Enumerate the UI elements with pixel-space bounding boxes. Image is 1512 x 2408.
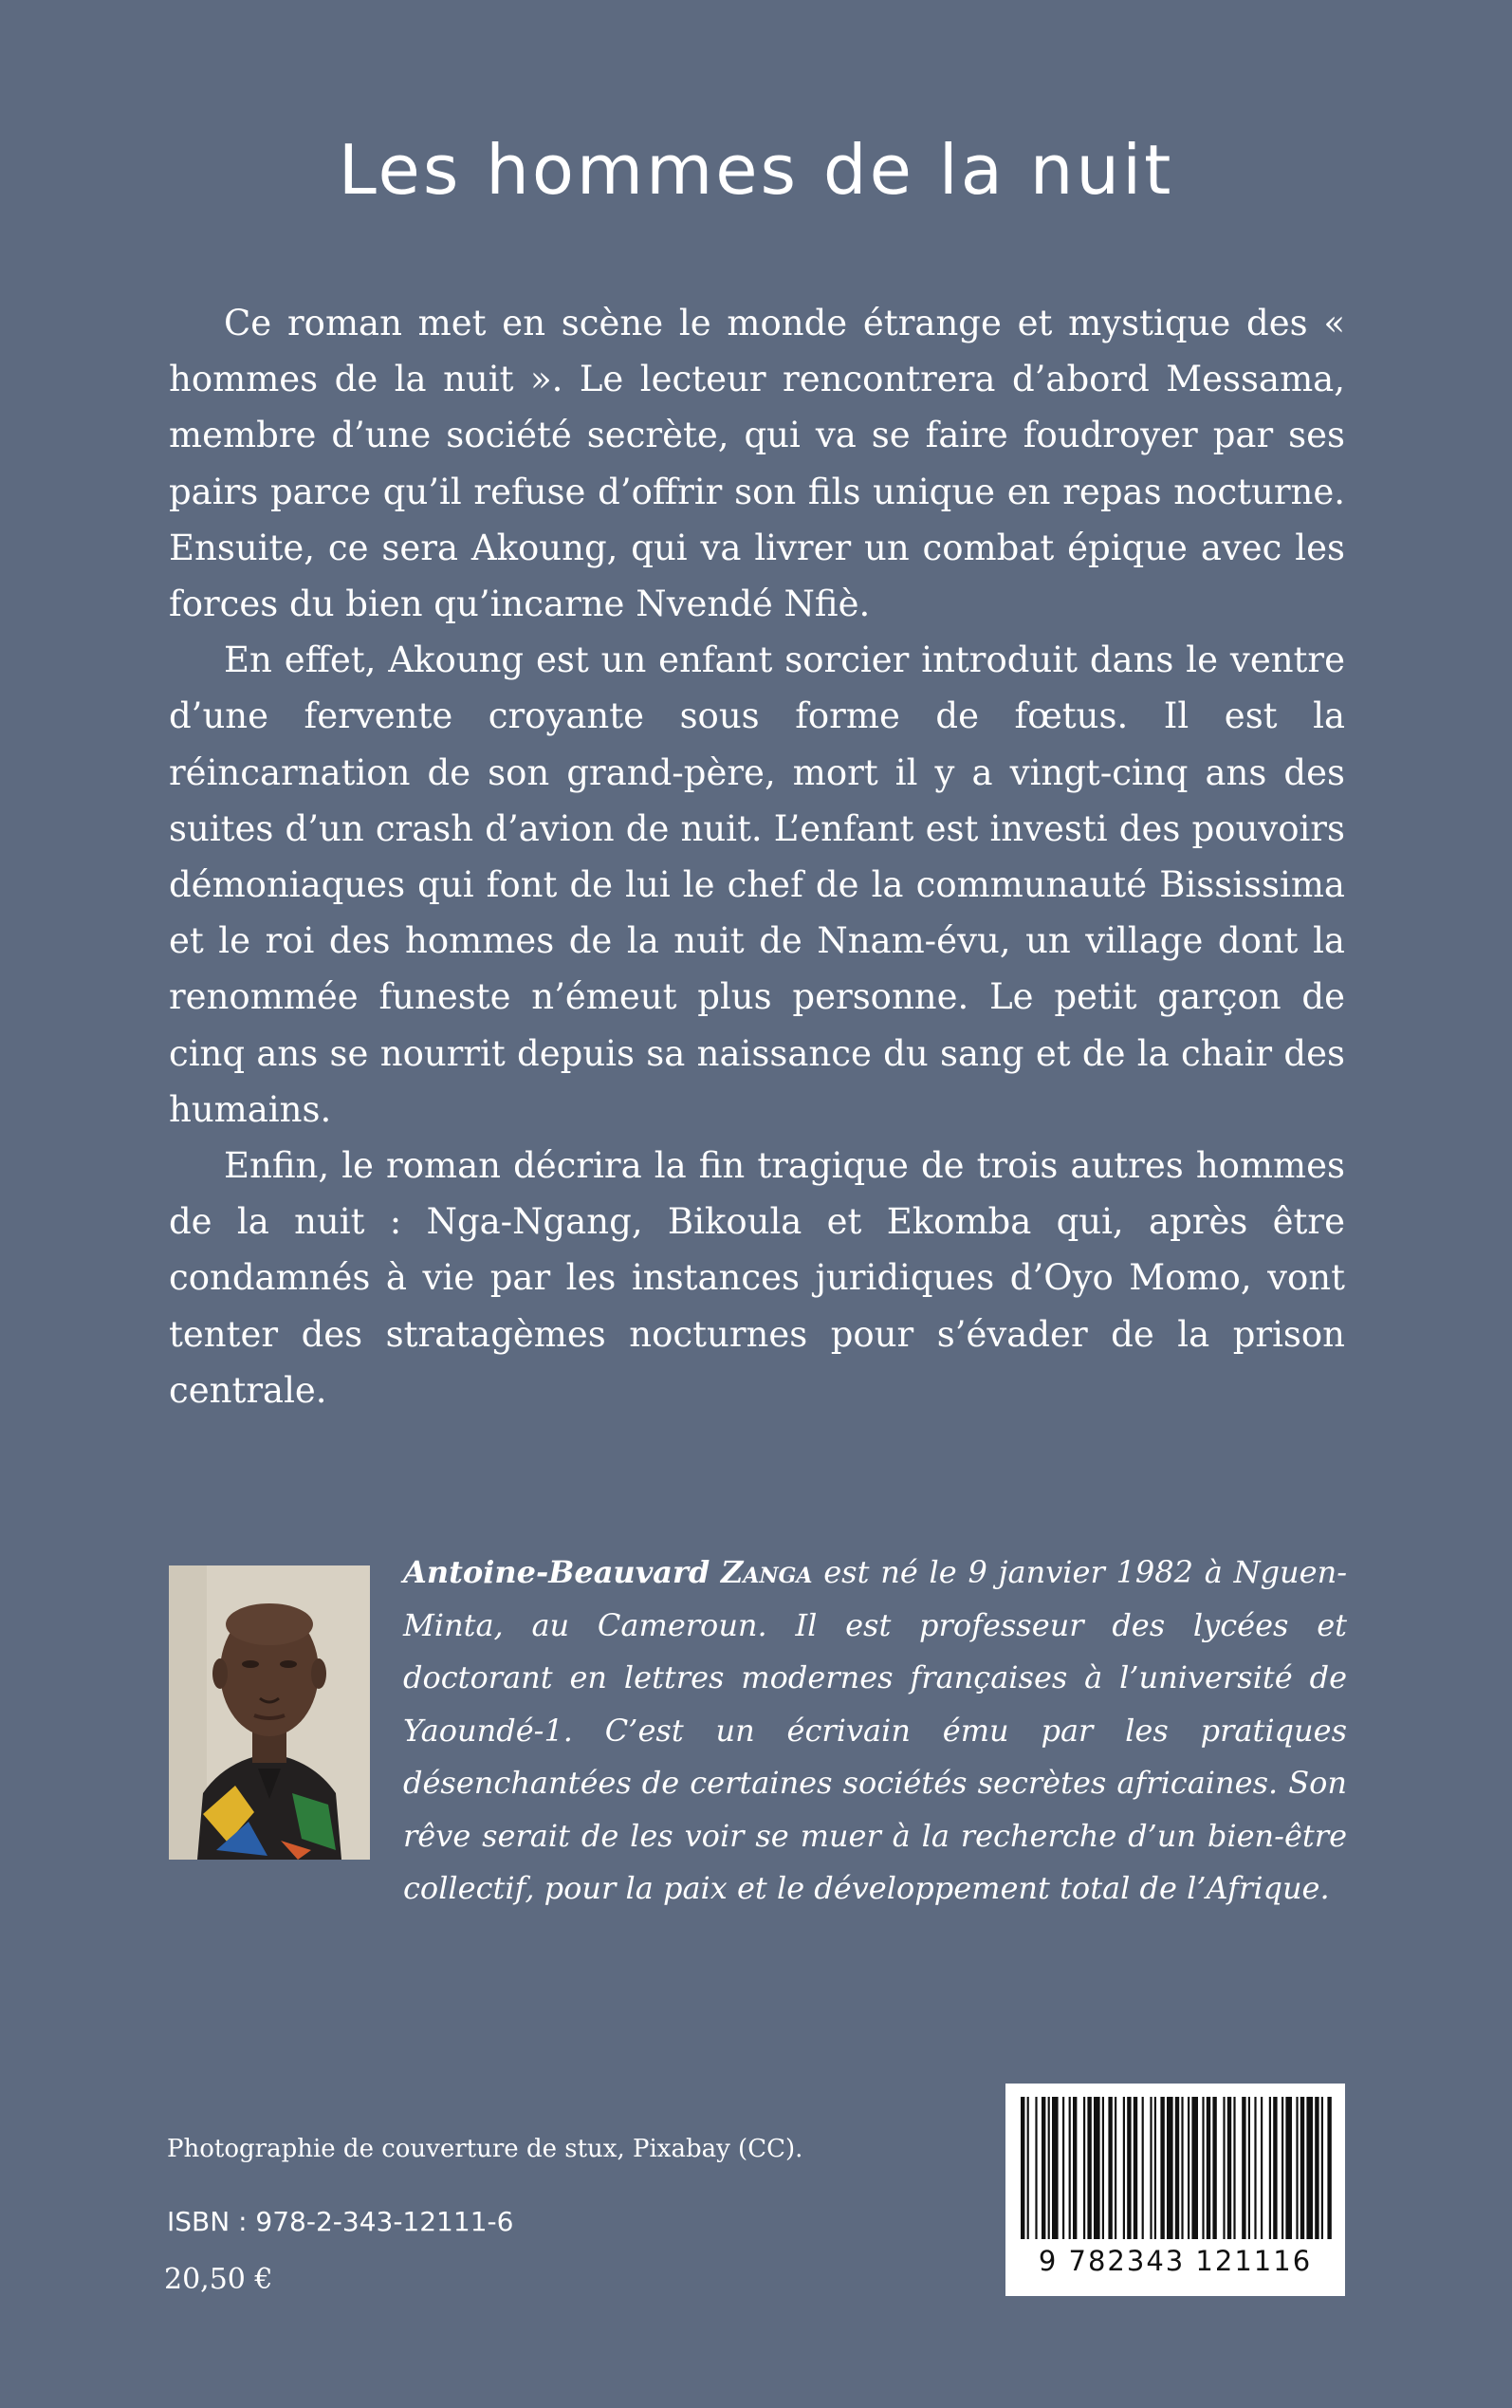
barcode-bar: [1233, 2097, 1235, 2239]
barcode-bar: [1212, 2097, 1216, 2239]
barcode-bar: [1175, 2097, 1179, 2239]
barcode-bar: [1227, 2097, 1231, 2239]
barcode-bar: [1150, 2097, 1152, 2239]
barcode-bar: [1094, 2097, 1100, 2239]
barcode-bar: [1181, 2097, 1183, 2239]
barcode-bar: [1188, 2097, 1189, 2239]
barcode-bar: [1073, 2097, 1077, 2239]
barcode-bar: [1296, 2097, 1298, 2239]
barcode-bar: [1261, 2097, 1263, 2239]
barcode-bar: [1021, 2097, 1024, 2239]
summary-paragraph: Ce roman met en scène le monde étrange et mystique des « hommes de la nuit ». Le lecteur rencontrera d’abord Messama, membre d’une société secrète, qui va se faire foudroyer par ses pairs parce qu’il refuse d’offrir son fils unique en repas nocturne. Ensuite, ce sera Akoung, qui va livrer un combat épique avec les forces du bien qu’incarne Nvendé Nfiè.: [169, 303, 1345, 625]
photo-credit: Photographie de couverture de stux, Pixabay (CC).: [167, 2135, 803, 2163]
barcode-bar: [1087, 2097, 1091, 2239]
barcode-bars: [1017, 2097, 1334, 2247]
barcode-bar: [1160, 2097, 1164, 2239]
author-photo: [169, 1565, 370, 1860]
author-portrait-illustration: [169, 1565, 370, 1860]
barcode-bar: [1154, 2097, 1156, 2239]
barcode-bar: [1223, 2097, 1225, 2239]
barcode-bar: [1327, 2097, 1331, 2239]
barcode-bar: [1273, 2097, 1277, 2239]
barcode-bar: [1207, 2097, 1210, 2239]
barcode-bar: [1127, 2097, 1131, 2239]
summary-paragraph: En effet, Akoung est un enfant sorcier introduit dans le ventre d’une fervente croyante sous forme de fœtus. Il est la réincarnation de son grand-père, mort il y a vingt-cinq ans des suites d’un crash d’avion de nuit. L’enfant est investi des pouvoirs démoniaques qui font de lui le chef de la communauté Bississima et le roi des hommes de la nuit de Nnam-évu, un village dont la renommée funeste n’émeut plus personne. Le petit garçon de cinq ans se nourrit depuis sa naissance du sang et de la chair des humains.: [169, 639, 1345, 1130]
author-bio: [403, 1547, 1347, 1916]
barcode-bar: [1300, 2097, 1304, 2239]
barcode-bar: [1202, 2097, 1204, 2239]
barcode-bar: [1248, 2097, 1250, 2239]
barcode-bar: [1108, 2097, 1112, 2239]
barcode-bar: [1134, 2097, 1137, 2239]
author-bio-text: est né le 9 janvier 1982 à Nguen-Minta, au Cameroun. Il est professeur des lycées et doctorant en lettres modernes françaises à l’université de Yaoundé-1. C’est un écrivain ému par les pratiques désenchantées de certaines sociétés secrètes africaines. Son rêve serait de les voir se muer à la recherche d’un bien-être collectif, pour la paix et le développement total de l’Afrique.: [403, 1554, 1348, 1906]
barcode-bar: [1285, 2097, 1292, 2239]
barcode-bar: [1062, 2097, 1064, 2239]
book-title: Les hommes de la nuit: [338, 130, 1174, 210]
summary-paragraph: Enfin, le roman décrira la fin tragique de trois autres hommes de la nuit : Nga-Ngang, Bikoula et Ekomba qui, après être condamnés à vie par les instances juridiques d’Oyo Momo, vont tenter des stratagèmes nocturnes pour s’évader de la prison centrale.: [169, 1145, 1345, 1411]
barcode-bar: [1315, 2097, 1318, 2239]
isbn: ISBN : 978-2-343-12111-6: [167, 2206, 514, 2237]
barcode-bar: [1115, 2097, 1116, 2239]
barcode: [1005, 2084, 1345, 2296]
barcode-bar: [1102, 2097, 1104, 2239]
barcode-bar: [1069, 2097, 1071, 2239]
barcode-bar: [1052, 2097, 1059, 2239]
barcode-bar: [1269, 2097, 1271, 2239]
barcode-bar: [1123, 2097, 1125, 2239]
barcode-bar: [1042, 2097, 1045, 2239]
barcode-bar: [1167, 2097, 1173, 2239]
price: 20,50 €: [164, 2263, 273, 2296]
barcode-digits: 9 782343 121116: [1038, 2245, 1313, 2277]
barcode-bar: [1321, 2097, 1323, 2239]
author-first-name: Antoine-Beauvard: [403, 1554, 710, 1590]
barcode-bar: [1242, 2097, 1245, 2239]
barcode-bar: [1035, 2097, 1037, 2239]
barcode-bar: [1254, 2097, 1256, 2239]
author-surname: Zanga: [721, 1554, 813, 1590]
barcode-bar: [1282, 2097, 1283, 2239]
barcode-bar: [1191, 2097, 1198, 2239]
barcode-bar: [1142, 2097, 1144, 2239]
barcode-bar: [1027, 2097, 1029, 2239]
back-cover-summary: [169, 295, 1345, 1418]
barcode-bar: [1306, 2097, 1313, 2239]
barcode-bar: [1083, 2097, 1085, 2239]
barcode-bar: [1048, 2097, 1050, 2239]
